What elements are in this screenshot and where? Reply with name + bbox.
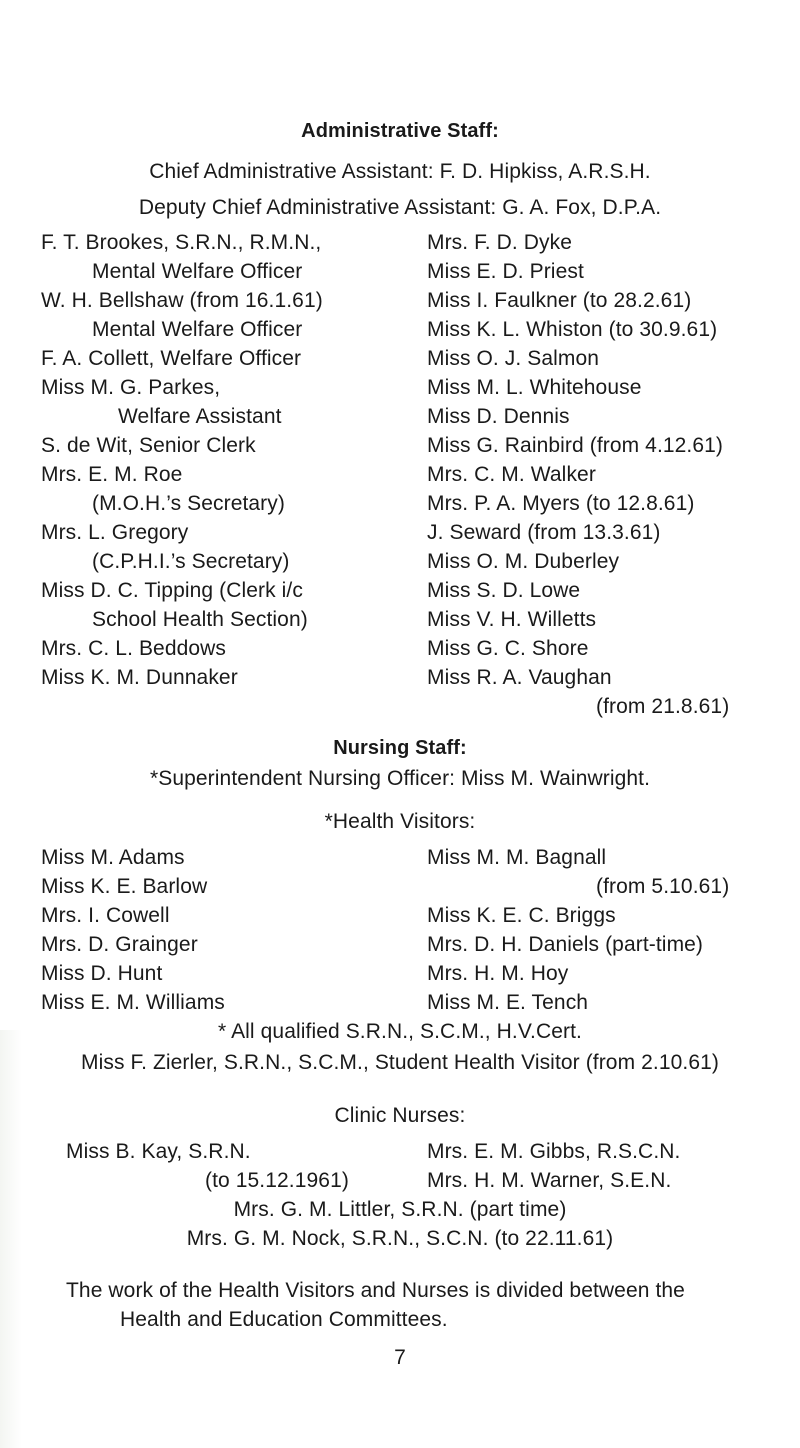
clinic-nurse-line: Mrs. E. M. Gibbs, R.S.C.N.: [427, 1140, 681, 1163]
health-visitors-heading: *Health Visitors:: [324, 810, 476, 833]
health-visitor-name: (from 5.10.61): [596, 875, 730, 898]
health-visitor-name: Miss K. E. Barlow: [41, 875, 208, 898]
clinic-nurse-line: (to 15.12.1961): [205, 1169, 349, 1192]
admin-right-line: Miss G. C. Shore: [427, 637, 589, 660]
footer-note-line: Health and Education Committees.: [120, 1308, 448, 1331]
admin-right-line: Miss E. D. Priest: [427, 260, 584, 283]
deputy-admin-line: Deputy Chief Administrative Assistant: G. A. Fox, D.P.A.: [138, 196, 662, 219]
admin-right-line: Mrs. F. D. Dyke: [427, 231, 573, 254]
admin-right-line: Miss D. Dennis: [427, 405, 570, 428]
student-health-visitor-line: Miss F. Zierler, S.R.N., S.C.M., Student Health Visitor (from 2.10.61): [81, 1051, 719, 1074]
admin-right-line: Mrs. C. M. Walker: [427, 463, 596, 486]
health-visitor-name: Miss E. M. Williams: [41, 991, 225, 1014]
health-visitor-name: Miss M. M. Bagnall: [427, 846, 607, 869]
admin-left-line: Mrs. C. L. Beddows: [41, 637, 227, 660]
admin-heading: Administrative Staff:: [301, 120, 499, 142]
nursing-heading: Nursing Staff:: [333, 737, 467, 759]
clinic-nurse-line: Miss B. Kay, S.R.N.: [66, 1140, 251, 1163]
admin-right-line: Mrs. P. A. Myers (to 12.8.61): [427, 492, 695, 515]
footer-note-line: The work of the Health Visitors and Nurses is divided between the: [66, 1279, 685, 1302]
admin-right-line: Miss S. D. Lowe: [427, 579, 581, 602]
health-visitor-name: Mrs. D. H. Daniels (part-time): [427, 933, 704, 956]
admin-right-line: Miss O. J. Salmon: [427, 347, 600, 370]
admin-left-line: School Health Section): [92, 608, 308, 631]
admin-left-line: Miss M. G. Parkes,: [41, 376, 221, 399]
admin-left-line: S. de Wit, Senior Clerk: [41, 434, 256, 457]
admin-left-line: Mental Welfare Officer: [92, 318, 303, 341]
health-visitor-name: Mrs. I. Cowell: [41, 904, 170, 927]
admin-left-line: Miss D. C. Tipping (Clerk i/c: [41, 579, 303, 602]
admin-left-line: F. A. Collett, Welfare Officer: [41, 347, 302, 370]
health-visitor-name: Miss K. E. C. Briggs: [427, 904, 616, 927]
admin-left-line: Miss K. M. Dunnaker: [41, 666, 238, 689]
clinic-nurses-heading: Clinic Nurses:: [334, 1104, 466, 1127]
health-visitor-name: Mrs. H. M. Hoy: [427, 962, 569, 985]
admin-left-line: Welfare Assistant: [118, 405, 282, 428]
clinic-nurse-line: Mrs. G. M. Littler, S.R.N. (part time): [233, 1198, 567, 1221]
admin-right-line: Miss K. L. Whiston (to 30.9.61): [427, 318, 718, 341]
chief-admin-line: Chief Administrative Assistant: F. D. Hipkiss, A.R.S.H.: [149, 160, 651, 183]
health-visitor-name: Miss M. E. Tench: [427, 991, 589, 1014]
health-visitor-name: Miss M. Adams: [41, 846, 185, 869]
admin-left-line: Mental Welfare Officer: [92, 260, 303, 283]
qualified-note: * All qualified S.R.N., S.C.M., H.V.Cert.: [218, 1020, 582, 1043]
superintendent-line: *Superintendent Nursing Officer: Miss M. Wainwright.: [149, 767, 651, 790]
page-number: 7: [394, 1346, 406, 1369]
admin-left-line: W. H. Bellshaw (from 16.1.61): [41, 289, 323, 312]
admin-right-line: J. Seward (from 13.3.61): [427, 521, 661, 544]
admin-right-line: Miss R. A. Vaughan: [427, 666, 612, 689]
admin-right-line: Miss G. Rainbird (from 4.12.61): [427, 434, 724, 457]
admin-right-line: Miss O. M. Duberley: [427, 550, 620, 573]
admin-right-line: Miss I. Faulkner (to 28.2.61): [427, 289, 692, 312]
admin-left-line: (M.O.H.’s Secretary): [92, 492, 285, 515]
clinic-nurse-line: Mrs. H. M. Warner, S.E.N.: [427, 1169, 672, 1192]
admin-left-line: (C.P.H.I.’s Secretary): [92, 550, 290, 573]
clinic-nurse-line: Mrs. G. M. Nock, S.R.N., S.C.N. (to 22.11.61): [186, 1227, 614, 1250]
admin-right-line: (from 21.8.61): [596, 695, 730, 718]
health-visitor-name: Mrs. D. Grainger: [41, 933, 198, 956]
admin-right-line: Miss V. H. Willetts: [427, 608, 597, 631]
admin-left-line: F. T. Brookes, S.R.N., R.M.N.,: [41, 231, 322, 254]
admin-left-line: Mrs. L. Gregory: [41, 521, 189, 544]
admin-right-line: Miss M. L. Whitehouse: [427, 376, 642, 399]
admin-left-line: Mrs. E. M. Roe: [41, 463, 183, 486]
health-visitor-name: Miss D. Hunt: [41, 962, 163, 985]
